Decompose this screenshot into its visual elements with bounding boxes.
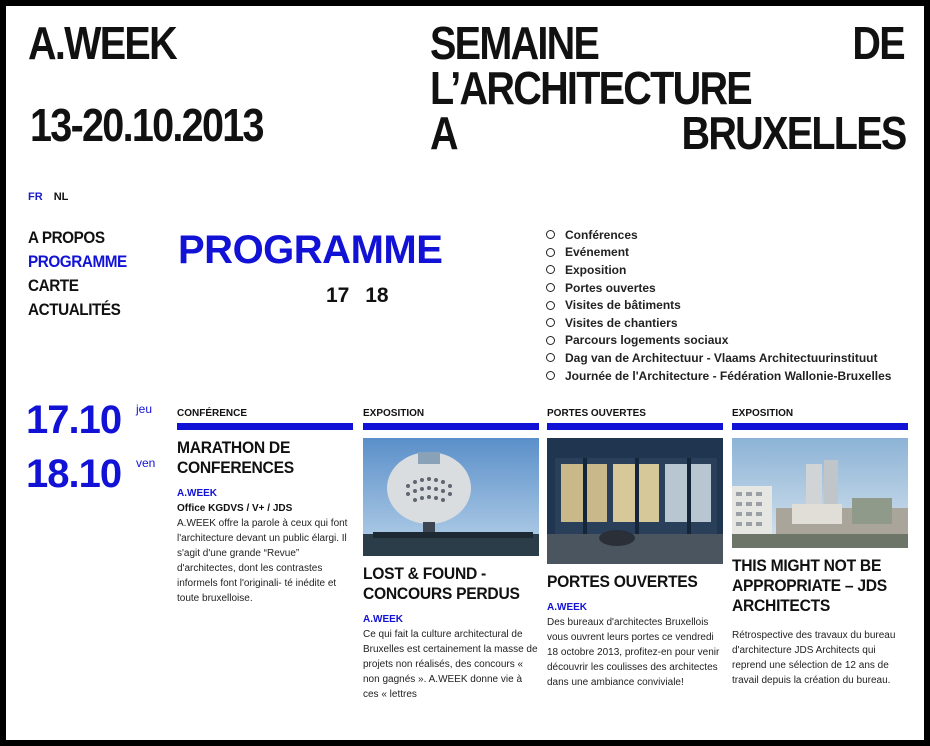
festival-dates: 13-20.10.2013 — [30, 99, 263, 151]
nav-item-actualites[interactable]: ACTUALITÉS — [28, 300, 121, 319]
event-category: PORTES OUVERTES — [547, 408, 646, 419]
tagline-line1: SEMAINE — [430, 17, 599, 69]
radio-circle-icon — [546, 248, 555, 257]
event-description: Des bureaux d'architectes Bruxellois vous ouvrent leurs portes ce vendredi 18 octobre 2013, profitez-en pour venir découvrir les coulisses des architectes dans une ambiance conviviale! — [547, 617, 720, 688]
event-category: EXPOSITION — [363, 408, 425, 419]
event-title[interactable]: PORTES OUVERTES — [547, 572, 698, 591]
event-image[interactable] — [547, 438, 723, 564]
category-bar — [732, 423, 908, 430]
event-category: CONFÉRENCE — [177, 408, 248, 419]
nav-item-a-propos[interactable]: A PROPOS — [28, 228, 105, 247]
radio-circle-icon — [546, 371, 555, 380]
tagline-line3-right: BRUXELLES — [681, 107, 906, 159]
day-18-link[interactable]: 18 — [365, 284, 389, 307]
tagline-line3: A — [430, 107, 457, 159]
radio-circle-icon — [546, 230, 555, 239]
language-switcher — [28, 191, 76, 203]
category-filter[interactable]: Evénement — [546, 244, 891, 262]
radio-circle-icon — [546, 318, 555, 327]
lang-nl[interactable]: NL — [53, 191, 69, 203]
radio-circle-icon — [546, 301, 555, 310]
day-17-link[interactable]: 17 — [326, 284, 350, 307]
event-description: Rétrospective des travaux du bureau d'architecture JDS Architects qui reprend une sélection de 12 ans de travail depuis la création du bureau. — [732, 630, 896, 686]
event-image[interactable] — [732, 438, 908, 548]
date-label-18[interactable]: 18.10 — [26, 452, 122, 496]
category-filter[interactable]: Conférences — [546, 226, 891, 244]
page — [6, 6, 924, 740]
radio-circle-icon — [546, 265, 555, 274]
event-card — [363, 408, 539, 702]
event-card — [732, 408, 908, 688]
lang-fr[interactable]: FR — [28, 191, 43, 203]
date-label-17[interactable]: 17.10 — [26, 398, 122, 442]
event-organizer[interactable]: A.WEEK — [547, 602, 587, 613]
category-filter[interactable]: Exposition — [546, 261, 891, 279]
event-title[interactable]: THIS MIGHT NOT BE APPROPRIATE – JDS ARCHITECTS — [732, 556, 887, 615]
event-image[interactable] — [363, 438, 539, 556]
category-filter-list — [546, 226, 891, 384]
event-description: Ce qui fait la culture architectural de Bruxelles est certainement la masse de projets non réalisés, des concours « non gagnés ». A.WEEK donne vie à ces « lettres — [363, 629, 538, 700]
event-organizer[interactable]: A.WEEK — [177, 488, 217, 499]
category-filter[interactable]: Visites de bâtiments — [546, 296, 891, 314]
nav-item-programme[interactable]: PROGRAMME — [28, 252, 127, 271]
page-title: PROGRAMME — [178, 228, 443, 272]
event-category: EXPOSITION — [732, 408, 794, 419]
radio-circle-icon — [546, 353, 555, 362]
event-organizer[interactable]: A.WEEK — [363, 614, 403, 625]
event-title[interactable]: MARATHON DE CONFERENCES — [177, 438, 294, 477]
category-bar — [363, 423, 539, 430]
category-bar — [547, 423, 723, 430]
category-bar — [177, 423, 353, 430]
category-filter[interactable]: Portes ouvertes — [546, 279, 891, 297]
site-logo[interactable]: A.WEEK — [28, 17, 176, 69]
category-filter[interactable]: Dag van de Architectuur - Vlaams Architectuurinstituut — [546, 349, 891, 367]
event-title[interactable]: LOST & FOUND - CONCOURS PERDUS — [363, 564, 520, 603]
event-card — [547, 408, 723, 690]
radio-circle-icon — [546, 336, 555, 345]
weekday-label: ven — [136, 456, 156, 470]
nav-item-carte[interactable]: CARTE — [28, 276, 79, 295]
category-filter[interactable]: Visites de chantiers — [546, 314, 891, 332]
tagline-line2: L’ARCHITECTURE — [430, 62, 751, 114]
main-nav — [28, 226, 138, 322]
radio-circle-icon — [546, 283, 555, 292]
event-card — [177, 408, 353, 606]
category-filter[interactable]: Parcours logements sociaux — [546, 332, 891, 350]
day-selector — [326, 284, 399, 308]
event-subtitle: Office KGDVS / V+ / JDS — [177, 503, 293, 514]
weekday-label: jeu — [136, 402, 153, 416]
event-description: A.WEEK offre la parole à ceux qui font l'architecture devant un public élargi. Il s'agit d'une grande “Revue” d'architectes, dont les contrastes informels font l'originali- té inédite et toute bruxelloise. — [177, 518, 348, 604]
category-filter[interactable]: Journée de l'Architecture - Fédération Wallonie-Bruxelles — [546, 367, 891, 385]
tagline-line1-right: DE — [852, 17, 904, 69]
